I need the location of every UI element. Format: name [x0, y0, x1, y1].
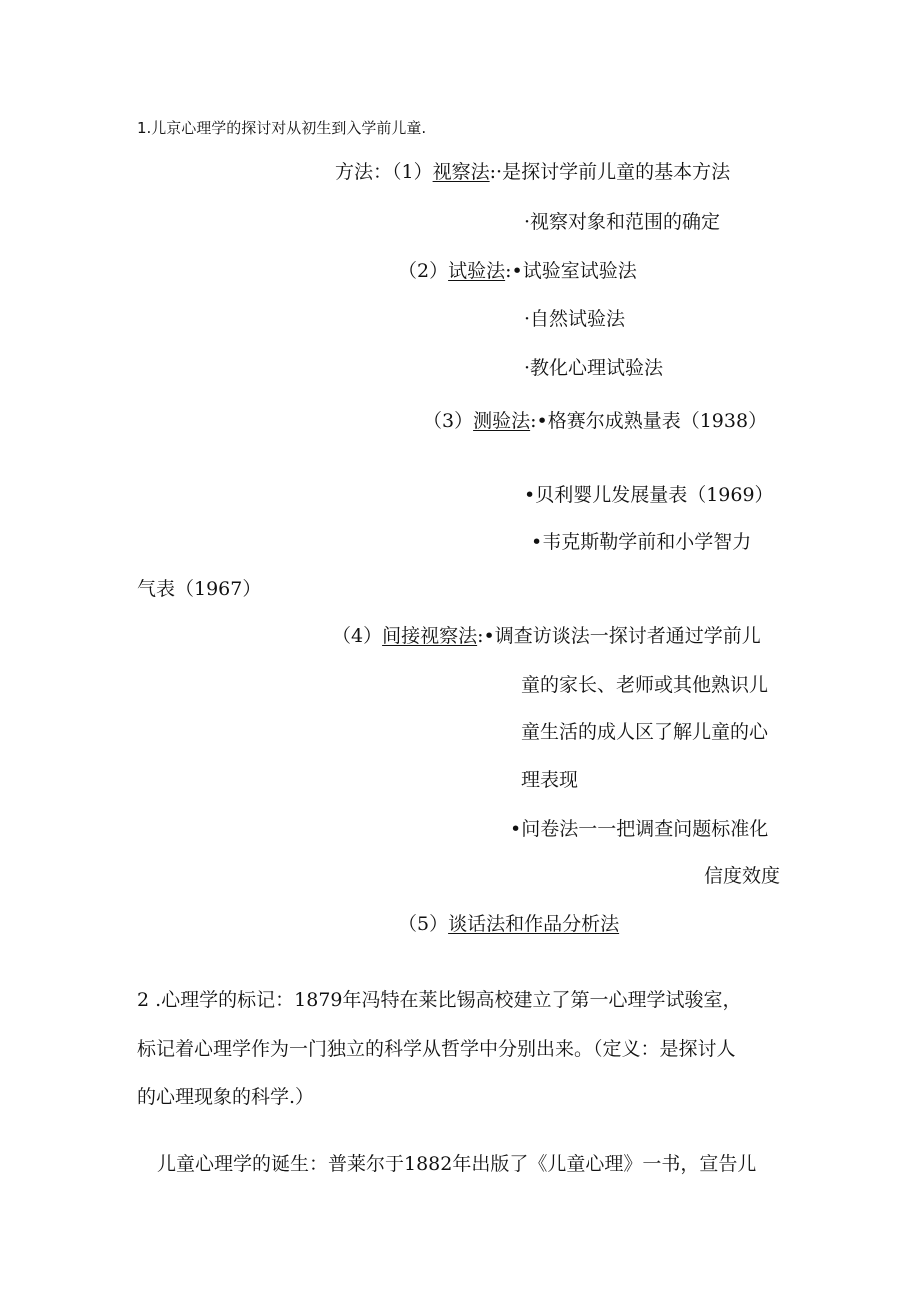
paragraph-2-line-1: 2 .心理学的标记：1879年冯特在莱比锡高校建立了第一心理学试骏室， [137, 989, 742, 1011]
method-2-bullet-2: ·自然试验法 [524, 308, 626, 330]
method-4-bullet-1-line-4: 理表现 [521, 769, 579, 791]
section-heading-1: 1.儿京心理学的探讨对从初生到入学前儿童. [137, 119, 427, 137]
method-2-bullet-1: •试验室试验法 [511, 260, 637, 282]
method-2-line [398, 259, 637, 283]
method-3-bullet-1: •格赛尔成熟量表（1938） [536, 410, 768, 432]
paragraph-3-line-1: 儿童心理学的诞生：普莱尔于1882年出版了《儿童心理》一书，宣告儿 [157, 1153, 757, 1175]
method-5-line [398, 912, 619, 936]
paragraph-2-line-3: 的心理现象的科学.） [137, 1086, 315, 1108]
method-1-line [335, 160, 730, 184]
method-4-line [332, 624, 761, 648]
method-1-colon: : [489, 161, 497, 183]
method-2-name: 试验法 [448, 260, 506, 282]
method-4-colon: : [477, 625, 484, 647]
method-4-bullet-1-line-3: 童生活的成人区了解儿童的心 [521, 721, 769, 743]
method-3-name: 测验法 [473, 410, 531, 432]
method-3-bullet-2: •贝利婴儿发展量表（1969） [524, 484, 774, 506]
method-1-number: （1） [392, 161, 433, 183]
method-4-bullet-1: •调查访谈法一探讨者通过学前儿 [483, 625, 761, 647]
method-4-bullet-1-line-2: 童的家长、老师或其他熟识儿 [521, 674, 769, 696]
method-3-colon: : [530, 410, 537, 432]
method-5-number: （5） [398, 913, 449, 935]
method-2-colon: : [505, 260, 512, 282]
method-4-number: （4） [332, 625, 383, 647]
method-4-bullet-2-line-2: 信度效度 [704, 865, 781, 887]
method-2-bullet-3: ·教化心理试验法 [524, 357, 664, 379]
method-4-bullet-2: •问卷法一一把调查问题标准化 [510, 818, 769, 840]
methods-prefix: 方法： [335, 161, 393, 183]
method-1-bullet-2: ·视察对象和范围的确定 [524, 211, 721, 233]
method-3-bullet-3-cont: 气表（1967） [137, 578, 262, 600]
method-4-name: 间接视察法 [382, 625, 478, 647]
method-3-line [423, 409, 767, 433]
method-3-number: （3） [423, 410, 474, 432]
method-1-bullet-1: ·是探讨学前儿童的基本方法 [496, 161, 731, 183]
paragraph-2-line-2: 标记着心理学作为一门独立的科学从哲学中分别出来。（定义：是探讨人 [137, 1038, 736, 1060]
method-3-bullet-3: •韦克斯勒学前和小学智力 [531, 531, 752, 553]
method-5-name: 谈话法和作品分析法 [448, 913, 620, 935]
method-1-name: 视察法 [432, 161, 490, 183]
method-2-number: （2） [398, 260, 449, 282]
